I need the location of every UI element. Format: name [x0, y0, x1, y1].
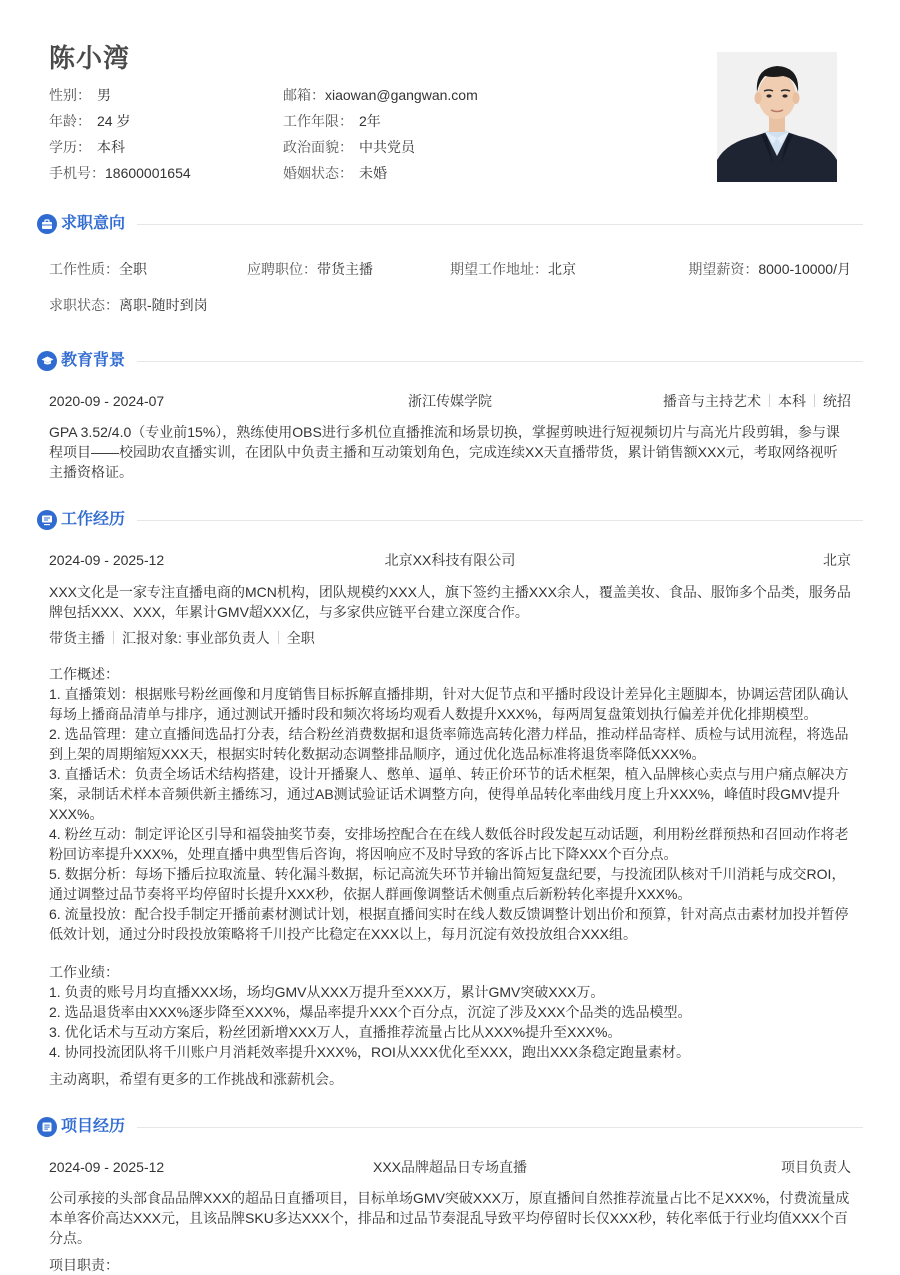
overview-label: 工作概述：: [49, 666, 119, 682]
section-title: 工作经历: [61, 511, 126, 528]
education-details: [663, 391, 851, 411]
desired-position: 应聘职位：带货主播: [247, 261, 373, 277]
results-item: 3. 优化话术与互动方案后，粉丝团新增XXX万人，直播推荐流量占比从XXX%提升至XXX%。: [49, 1024, 622, 1040]
degree: 本科: [778, 393, 806, 409]
work-period: 2024-09 - 2025-12: [49, 552, 165, 568]
divider: [278, 631, 279, 644]
work-city: 北京: [823, 552, 851, 568]
project-duties-label: 项目职责：: [49, 1257, 119, 1273]
work-role-details: [49, 628, 315, 648]
info-row: [49, 84, 689, 110]
marital-status-field: 婚姻状态： 未婚: [283, 165, 387, 181]
project-role: 项目负责人: [781, 1159, 851, 1175]
overview-item: 3. 直播话术：负责全场话术结构搭建，设计开播聚人、憋单、逼单、转正价环节的话术框架，植入品牌核心卖点与用户痛点解决方案，录制话术样本音频供新主播练习，通过AB测试验证话术调整方向，使得单品转化率曲线月度上升XXX%，峰值时段GMV提升XXX%。: [49, 766, 849, 822]
section-header-intent: [37, 213, 863, 235]
report-to: 汇报对象: 事业部负责人: [122, 630, 270, 646]
education-description: GPA 3.52/4.0（专业前15%），熟练使用OBS进行多机位直播推流和场景切换，掌握剪映进行短视频切片与高光片段剪辑，参与课程项目——校园助农直播实训，在团队中负责主播和互动策划角色，完成连续XX天直播带货，累计销售额XXX元，考取网络视听主播资格证。: [49, 424, 840, 480]
section-divider: [137, 1127, 863, 1128]
section-title: 教育背景: [61, 352, 126, 369]
results-item: 2. 选品退货率由XXX%逐步降至XXX%，爆品率提升XXX个百分点，沉淀了涉及XXX个品类的选品模型。: [49, 1004, 692, 1020]
section-title: 求职意向: [61, 215, 126, 232]
company-name: 北京XX科技有限公司: [384, 552, 516, 568]
divider: [814, 394, 815, 407]
job-status: 求职状态：离职-随时到岗: [49, 297, 208, 313]
overview-item: 1. 直播策划：根据账号粉丝画像和月度销售目标拆解直播排期，针对大促节点和平播时段设计差异化主题脚本，协调运营团队确认每场上播商品清单与排序，通过测试开播时段和频次将场均观看人数提升XXX%，每两周复盘策划执行偏差并优化排期模型。: [49, 686, 849, 722]
email-field: 邮箱：xiaowan@gangwan.com: [283, 87, 478, 103]
age-field: 年龄： 24 岁: [49, 113, 131, 129]
overview-item: 2. 选品管理：建立直播间选品打分表，结合粉丝消费数据和退货率筛选高转化潜力样品，推动样品寄样、质检与试用流程，将选品到上架的周期缩短XXX天，根据实时转化数据动态调整排品顺序，通过优化选品标准将退货率降低XXX%。: [49, 726, 849, 762]
section-divider: [137, 361, 863, 362]
major: 播音与主持艺术: [663, 393, 761, 409]
desired-location: 期望工作地址：北京: [450, 261, 576, 277]
info-row: [49, 162, 689, 188]
info-row: [49, 110, 689, 136]
work-years-field: 工作年限： 2年: [283, 113, 381, 129]
enrollment-type: 统招: [823, 393, 851, 409]
work-overview: [49, 664, 851, 944]
education-period: 2020-09 - 2024-07: [49, 393, 165, 409]
section-header-project: [37, 1116, 863, 1138]
desired-salary: 期望薪资：8000-10000/月: [688, 261, 851, 277]
phone-field: 手机号：18600001654: [49, 165, 191, 181]
project-name: XXX品牌超品日专场直播: [372, 1159, 527, 1175]
overview-item: 4. 粉丝互动：制定评论区引导和福袋抽奖节奏，安排场控配合在在线人数低谷时段发起互动话题，利用粉丝群预热和召回动作将老粉回访率提升XXX%，处理直播中典型售后咨询，将因响应不及时导致的客诉占比下降XXX个百分点。: [49, 826, 849, 862]
education-row: [49, 391, 851, 411]
divider: [113, 631, 114, 644]
company-description: XXX文化是一家专注直播电商的MCN机构，团队规模约XXX人，旗下签约主播XXX余人，覆盖美妆、食品、服饰多个品类，服务品牌包括XXX、XXX，年累计GMV超XXX亿，与多家供应链平台建立深度合作。: [49, 584, 851, 620]
personal-info: [49, 84, 689, 188]
school-name: 浙江传媒学院: [408, 393, 492, 409]
leave-reason: 主动离职，希望有更多的工作挑战和涨薪机会。: [49, 1071, 343, 1087]
results-item: 4. 协同投流团队将千川账户月消耗效率提升XXX%，ROI从XXX优化至XXX，跑出XXX条稳定跑量素材。: [49, 1044, 690, 1060]
results-item: 1. 负责的账号月均直播XXX场，场均GMV从XXX万提升至XXX万，累计GMV突破XXX万。: [49, 984, 605, 1000]
divider: [769, 394, 770, 407]
intent-status-row: [49, 295, 851, 315]
results-label: 工作业绩：: [49, 964, 119, 980]
intent-row: [49, 259, 851, 279]
portrait-image: [717, 52, 837, 182]
list-icon: [37, 1117, 57, 1137]
profile-photo: [717, 52, 837, 182]
gender-field: 性别： 男: [49, 87, 111, 103]
project-period: 2024-09 - 2025-12: [49, 1159, 165, 1175]
overview-item: 5. 数据分析：每场下播后拉取流量、转化漏斗数据，标记高流失环节并输出简短复盘纪要，与投流团队核对千川消耗与成交ROI，通过调整过品节奏将平均停留时长提升XXX秒，依据人群画像调整话术侧重点后新粉转化率提升XXX%。: [49, 866, 846, 902]
job-nature: 工作性质：全职: [49, 261, 147, 277]
work-role-row: [49, 628, 851, 648]
overview-item: 6. 流量投放：配合投手制定开播前素材测试计划，根据直播间实时在线人数反馈调整计划出价和预算，针对高点击素材加投并暂停低效计划，通过分时段投放策略将千川投产比稳定在XXX以上，每月沉淀有效投放组合XXX组。: [49, 906, 849, 942]
political-status-field: 政治面貌： 中共党员: [283, 139, 415, 155]
section-divider: [137, 520, 863, 521]
section-header-education: [37, 350, 863, 372]
briefcase-icon: [37, 214, 57, 234]
candidate-name: 陈小湾: [49, 43, 131, 73]
section-header-work: [37, 509, 863, 531]
section-title: 项目经历: [61, 1118, 126, 1135]
graduation-cap-icon: [37, 351, 57, 371]
work-row: [49, 550, 851, 570]
project-row: [49, 1157, 851, 1177]
work-results: [49, 962, 851, 1062]
project-description: 公司承接的头部食品品牌XXX的超品日直播项目，目标单场GMV突破XXX万，原直播间自然推荐流量占比不足XXX%，付费流量成本单客价高达XXX元，且该品牌SKU多达XXX个，排品和过品节奏混乱导致平均停留时长仅XXX秒，转化率低于行业均值XXX个百分点。: [49, 1190, 850, 1246]
info-row: [49, 136, 689, 162]
monitor-icon: [37, 510, 57, 530]
job-role: 带货主播: [49, 630, 105, 646]
job-type: 全职: [286, 630, 315, 646]
education-field: 学历： 本科: [49, 139, 125, 155]
section-divider: [137, 224, 863, 225]
